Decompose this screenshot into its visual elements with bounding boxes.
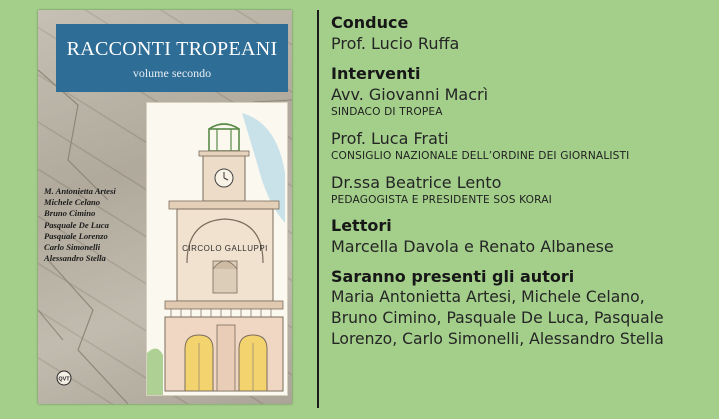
cover-author: Bruno Cimino — [44, 208, 96, 219]
speaker-name: Avv. Giovanni Macrì — [331, 85, 489, 104]
book-cover — [38, 10, 292, 404]
vertical-divider — [317, 10, 319, 408]
conduce-name: Prof. Lucio Ruffa — [331, 34, 460, 53]
cover-author: M. Antonietta Artesi — [44, 186, 116, 196]
clock-tower-drawing — [147, 103, 287, 395]
lettori-names: Marcella Davola e Renato Albanese — [331, 237, 614, 256]
svg-text:QVT: QVT — [58, 376, 70, 383]
building-sign: CIRCOLO GALLUPPI — [182, 244, 268, 253]
autori-line: Bruno Cimino, Pasquale De Luca, Pasquale — [331, 309, 664, 327]
cover-authors — [44, 186, 154, 264]
cover-author: Pasquale Lorenzo — [44, 230, 108, 241]
clock-tower-illustration — [146, 102, 288, 396]
title-band — [56, 24, 288, 92]
interventi-heading: Interventi — [331, 64, 421, 83]
book-title: RACCONTI TROPEANI — [66, 38, 278, 60]
speaker-role: CONSIGLIO NAZIONALE DELL’ORDINE DEI GIORNALISTI — [331, 150, 630, 162]
conduce-heading: Conduce — [331, 13, 409, 32]
cover-author: Alessandro Stella — [44, 253, 106, 264]
cover-author: Carlo Simonelli — [44, 242, 101, 253]
autori-heading: Saranno presenti gli autori — [331, 267, 575, 286]
event-program — [331, 13, 717, 350]
autori-line: Maria Antonietta Artesi, Michele Celano, — [331, 288, 645, 306]
speaker-role: PEDAGOGISTA E PRESIDENTE SOS KORAI — [331, 194, 552, 206]
speaker-name: Dr.ssa Beatrice Lento — [331, 173, 502, 192]
book-subtitle: volume secondo — [132, 66, 212, 80]
speaker-role: SINDACO DI TROPEA — [331, 106, 443, 118]
autori-line: Lorenzo, Carlo Simonelli, Alessandro Stella — [331, 330, 664, 348]
cover-author: Michele Celano — [44, 197, 101, 208]
lettori-heading: Lettori — [331, 216, 392, 235]
speaker-name: Prof. Luca Frati — [331, 129, 449, 148]
cover-author: Pasquale De Luca — [44, 219, 109, 230]
publisher-logo-icon — [56, 370, 72, 386]
